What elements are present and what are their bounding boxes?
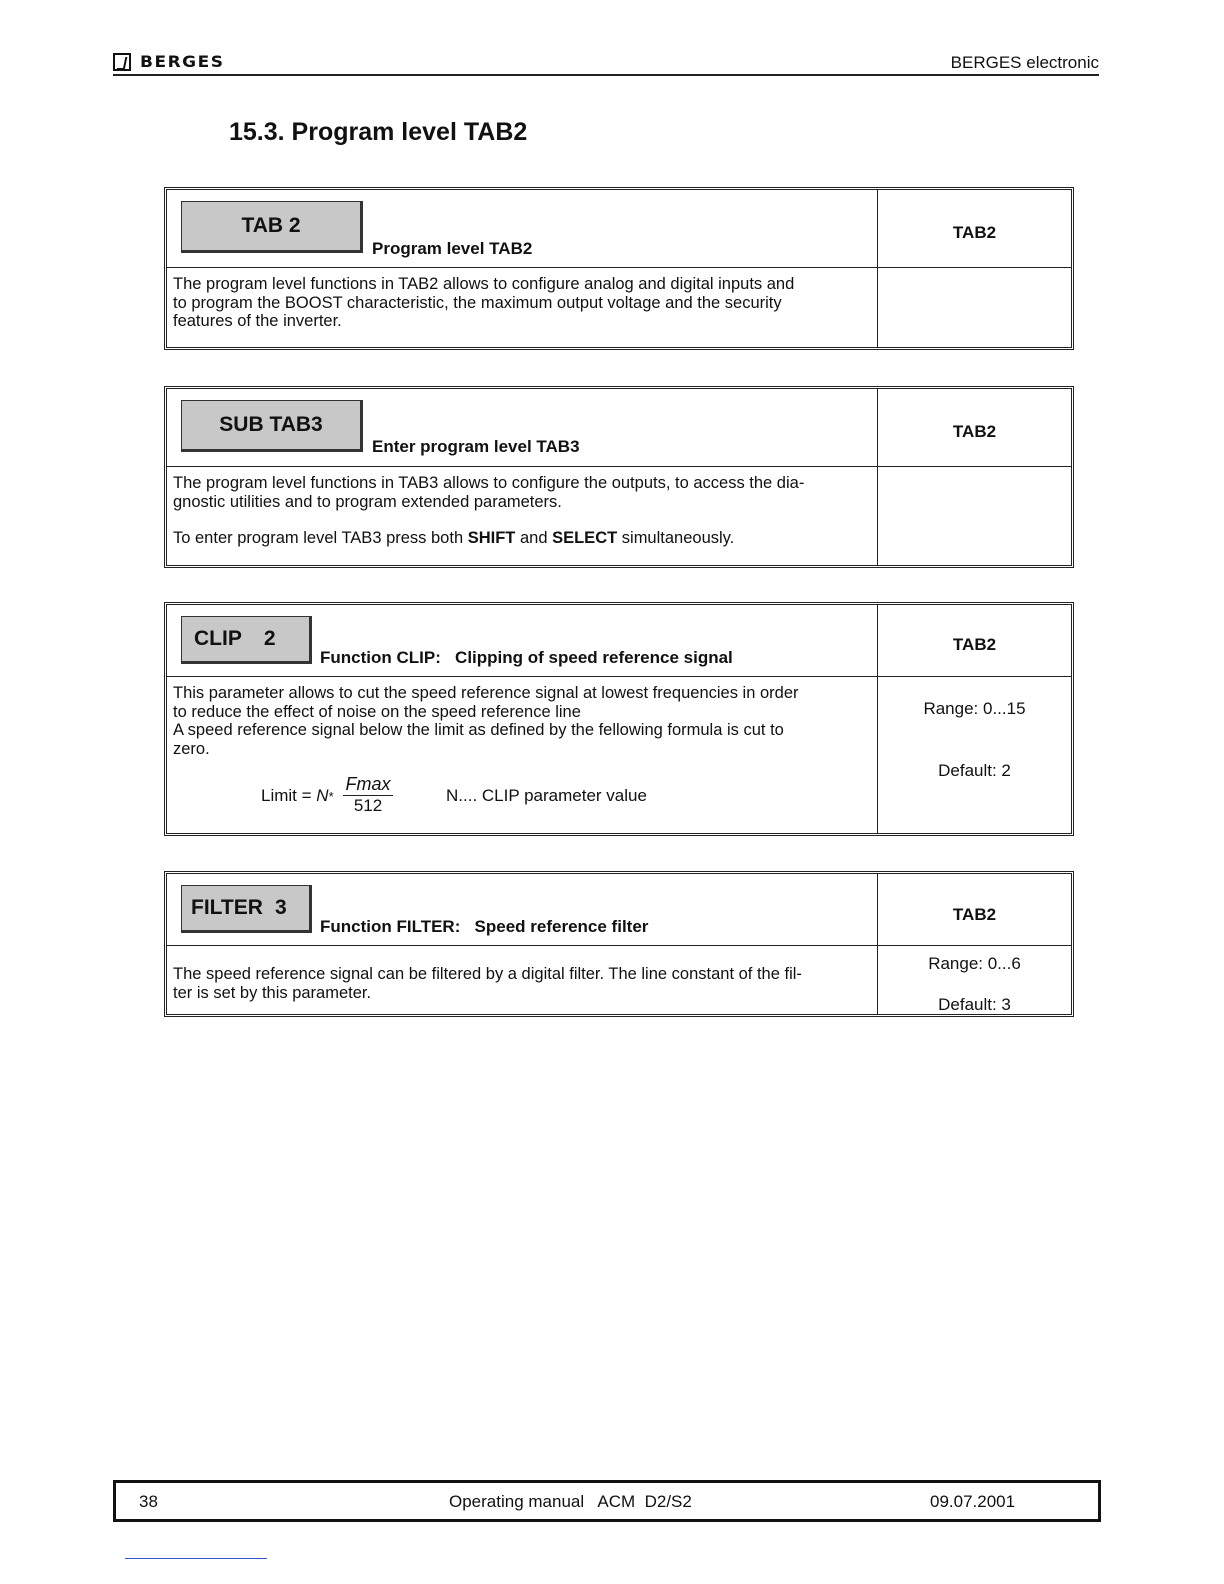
key-value: 3 (274, 896, 287, 919)
enter-instruction (173, 529, 873, 548)
right-column (877, 190, 1071, 347)
desc-line: features of the inverter. (173, 312, 342, 330)
formula-fraction (343, 774, 393, 816)
row-divider (167, 466, 1071, 467)
manual-date: 09.07.2001 (930, 1492, 1016, 1511)
function-description: Speed reference filter (474, 917, 649, 936)
tab-label: TAB2 (952, 905, 997, 924)
key-name: CLIP (194, 627, 242, 650)
desc-line: gnostic utilities and to program extended parameters. (173, 492, 562, 511)
range-value: Range: 0...6 (928, 954, 1021, 973)
param-block-filter (164, 871, 1074, 1017)
berges-logo-icon (113, 53, 131, 71)
function-name: Function FILTER: (320, 917, 461, 936)
fraction-denominator: 512 (353, 796, 383, 815)
key-display-filter (181, 885, 312, 933)
desc-line: to reduce the effect of noise on the speed reference line (173, 702, 581, 721)
function-name: Function CLIP: (320, 648, 441, 667)
block-title: Program level TAB2 (372, 239, 533, 258)
desc-line: to program the BOOST characteristic, the maximum output voltage and the security (173, 293, 782, 312)
manual-title: Operating manual ACM D2/S2 (449, 1492, 692, 1511)
shift-key-label: SHIFT (467, 529, 516, 547)
tab-label: TAB2 (952, 635, 997, 654)
formula-note: N.... CLIP parameter value (446, 786, 647, 805)
page-header (113, 50, 1099, 76)
block-description (173, 474, 873, 548)
block-description (173, 684, 873, 758)
param-block-subtab3 (164, 386, 1074, 568)
header-company: BERGES electronic (950, 53, 1099, 72)
formula-operator: * (328, 789, 334, 804)
function-title (320, 917, 648, 937)
section-title: 15.3. Program level TAB2 (229, 118, 528, 146)
brand-name: BERGES (140, 52, 225, 72)
brand-logo (113, 52, 224, 72)
function-description: Clipping of speed reference signal (455, 648, 733, 667)
desc-line: The speed reference signal can be filtered by a digital filter. The line constant of the fil- (173, 965, 802, 983)
block-description (173, 275, 873, 331)
key-name: FILTER (191, 896, 263, 919)
select-key-label: SELECT (552, 529, 618, 547)
row-divider (167, 267, 1071, 268)
row-divider (167, 676, 1071, 677)
formula-n: N (316, 786, 329, 805)
function-title (320, 648, 733, 668)
range-value: Range: 0...15 (923, 699, 1026, 718)
row-divider (167, 945, 1071, 946)
default-value: Default: 2 (938, 761, 1011, 780)
fraction-numerator: Fmax (343, 774, 393, 796)
limit-formula (261, 786, 334, 806)
right-column (877, 389, 1071, 565)
key-display-clip (181, 616, 312, 664)
key-value: 2 (263, 627, 276, 650)
desc-line: zero. (173, 739, 210, 758)
desc-line: The program level functions in TAB3 allows to configure the outputs, to access the dia- (173, 474, 805, 492)
instruction-text: simultaneously. (617, 529, 735, 547)
desc-line: A speed reference signal below the limit as defined by the fellowing formula is cut to (173, 721, 784, 739)
param-block-tab2 (164, 187, 1074, 350)
page-footer (113, 1480, 1101, 1522)
instruction-text: To enter program level TAB3 press both (173, 529, 468, 547)
right-column (877, 874, 1071, 1014)
desc-line: ter is set by this parameter. (173, 983, 372, 1002)
desc-line: This parameter allows to cut the speed reference signal at lowest frequencies in order (173, 684, 799, 702)
tab-label: TAB2 (952, 422, 997, 441)
key-display-tab2: TAB 2 (181, 201, 363, 253)
bottom-link-line (125, 1558, 267, 1559)
instruction-text: and (515, 529, 553, 547)
formula-lhs: Limit = (261, 786, 317, 805)
block-description (173, 965, 873, 1002)
tab-label: TAB2 (952, 223, 997, 242)
param-block-clip (164, 602, 1074, 836)
page-number: 38 (139, 1492, 158, 1511)
desc-line: The program level functions in TAB2 allows to configure analog and digital inputs and (173, 275, 795, 293)
block-title: Enter program level TAB3 (372, 437, 580, 456)
key-display-subtab3: SUB TAB3 (181, 400, 363, 452)
default-value: Default: 3 (938, 995, 1011, 1014)
